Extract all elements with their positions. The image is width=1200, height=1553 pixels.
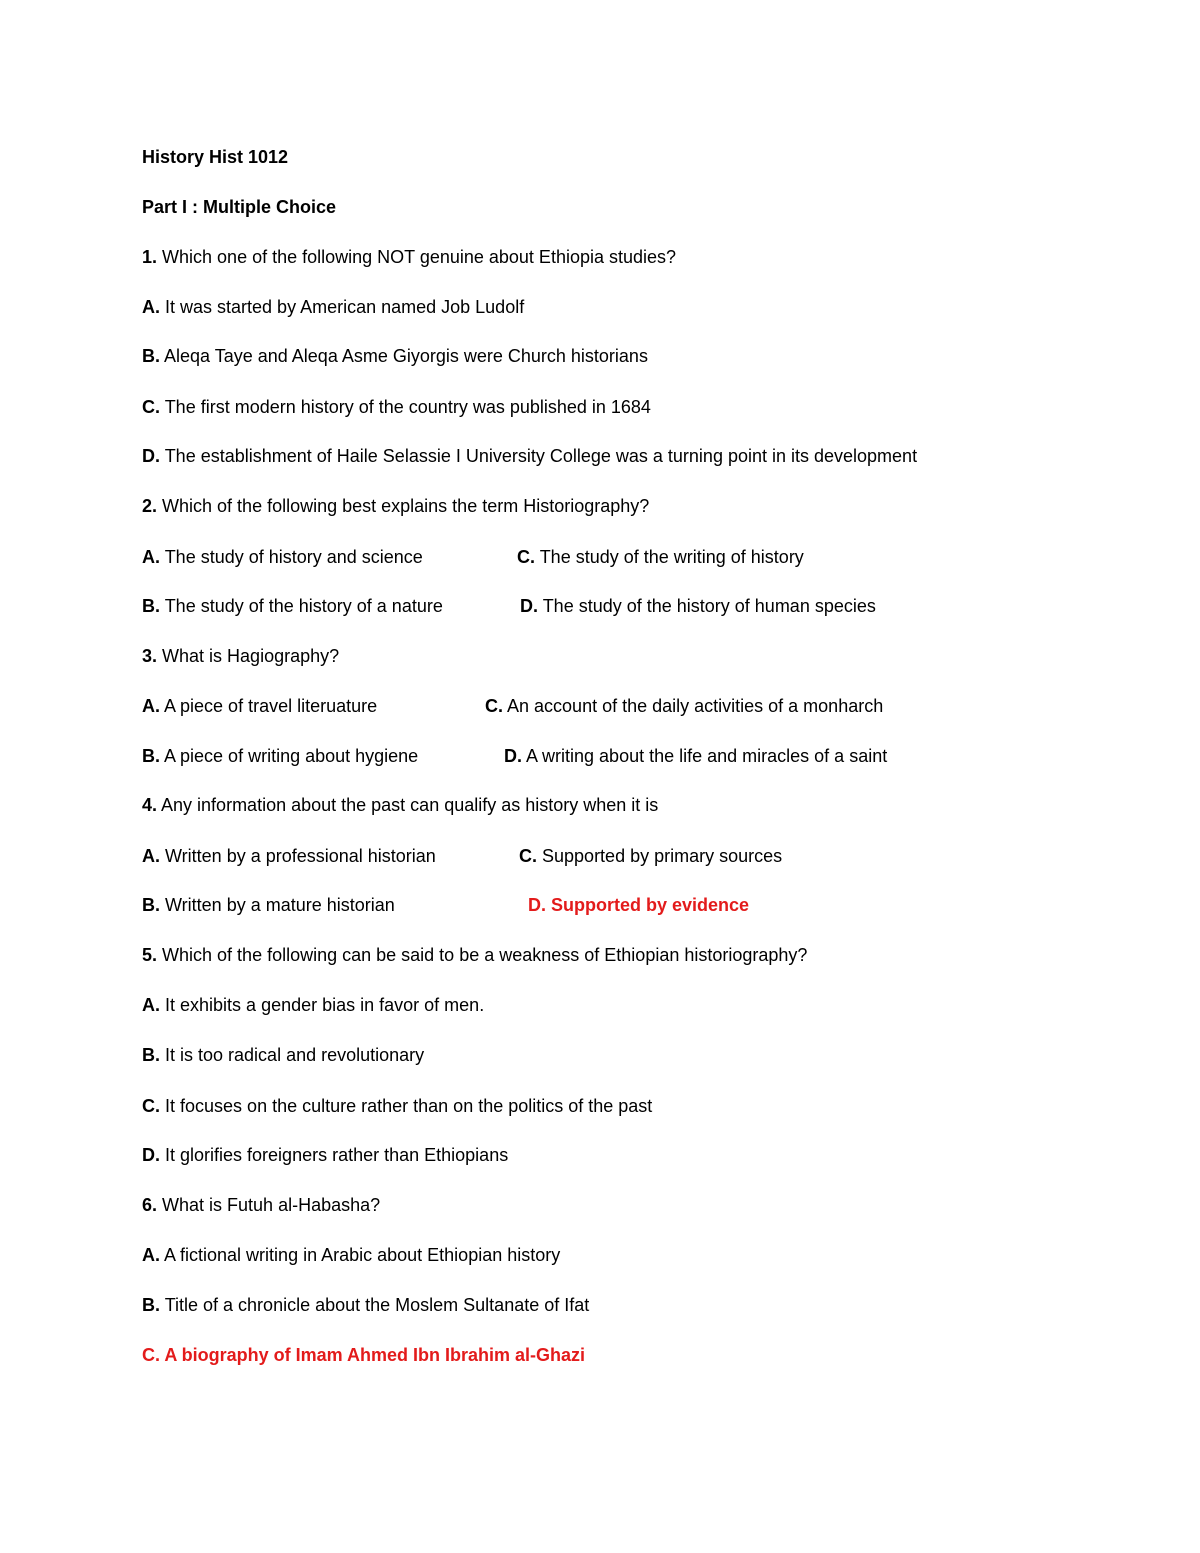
option-4b [142,893,395,917]
option-letter: C. [517,547,535,567]
option-text: A biography of Imam Ahmed Ibn Ibrahim al-Ghazi [164,1345,586,1365]
option-letter: B. [142,746,160,766]
option-text: Supported by primary sources [542,846,783,866]
option-1c [142,395,651,419]
option-letter: C. [142,397,160,417]
option-3b [142,744,418,768]
option-letter: B. [142,596,160,616]
question-4 [142,793,658,817]
option-6c-answer [142,1343,585,1367]
option-letter: A. [142,297,160,317]
option-1b [142,344,648,368]
option-2d [520,594,876,618]
question-number: 3. [142,646,158,666]
option-text: The study of the writing of history [539,547,804,567]
option-letter: C. [485,696,503,716]
question-number: 4. [142,795,158,815]
course-title: History Hist 1012 [142,147,289,167]
option-4d-answer [528,893,749,917]
question-3 [142,644,339,668]
option-letter: A. [142,696,160,716]
question-number: 2. [142,496,158,516]
option-1d [142,444,917,468]
option-4a [142,844,436,868]
option-letter: A. [142,846,160,866]
option-text: The study of the history of a nature [164,596,443,616]
option-text: Written by a professional historian [165,846,436,866]
option-5d [142,1143,508,1167]
option-text: It exhibits a gender bias in favor of men. [165,995,485,1015]
question-number: 5. [142,945,158,965]
option-letter: B. [142,1295,160,1315]
option-text: A fictional writing in Arabic about Ethiopian history [164,1245,561,1265]
option-letter: A. [142,995,160,1015]
option-letter: B. [142,1045,160,1065]
option-text: The study of the history of human species [542,596,876,616]
question-1 [142,245,676,269]
option-3a [142,694,377,718]
option-text: It focuses on the culture rather than on the politics of the past [165,1096,653,1116]
option-text: A piece of writing about hygiene [164,746,419,766]
option-6b [142,1293,589,1317]
question-6 [142,1193,380,1217]
question-text: Which of the following can be said to be a weakness of Ethiopian historiography? [162,945,808,965]
option-letter: C. [519,846,537,866]
option-text: Title of a chronicle about the Moslem Sultanate of Ifat [164,1295,590,1315]
option-5b [142,1043,424,1067]
option-2b [142,594,443,618]
option-3d [504,744,887,768]
option-4c [519,844,782,868]
question-2 [142,494,649,518]
question-number: 1. [142,247,158,267]
option-letter: C. [142,1345,160,1365]
option-3c [485,694,883,718]
option-letter: D. [142,1145,160,1165]
option-text: It glorifies foreigners rather than Ethiopians [165,1145,509,1165]
question-text: What is Hagiography? [162,646,340,666]
option-text: Aleqa Taye and Aleqa Asme Giyorgis were Church historians [164,346,648,366]
option-text: Written by a mature historian [165,895,395,915]
option-text: The establishment of Haile Selassie I University College was a turning point in its development [164,446,918,466]
question-text: Which of the following best explains the term Historiography? [162,496,650,516]
option-text: It is too radical and revolutionary [165,1045,425,1065]
option-letter: A. [142,547,160,567]
option-5c [142,1094,652,1118]
option-letter: D. [142,446,160,466]
option-letter: A. [142,1245,160,1265]
option-1a [142,295,524,319]
option-letter: D. [528,895,546,915]
question-number: 6. [142,1195,158,1215]
question-text: What is Futuh al-Habasha? [162,1195,381,1215]
option-text: The first modern history of the country was published in 1684 [164,397,651,417]
question-text: Which one of the following NOT genuine about Ethiopia studies? [162,247,677,267]
question-5 [142,943,807,967]
option-letter: D. [504,746,522,766]
option-text: A writing about the life and miracles of a saint [526,746,888,766]
option-2a [142,545,423,569]
option-letter: B. [142,895,160,915]
option-6a [142,1243,560,1267]
option-letter: C. [142,1096,160,1116]
option-text: It was started by American named Job Ludolf [165,297,525,317]
option-text: An account of the daily activities of a monharch [507,696,884,716]
option-5a [142,993,484,1017]
option-2c [517,545,804,569]
option-letter: D. [520,596,538,616]
option-text: Supported by evidence [551,895,750,915]
option-text: A piece of travel literuature [164,696,378,716]
part-heading: Part I : Multiple Choice [142,197,337,217]
option-text: The study of history and science [164,547,423,567]
option-letter: B. [142,346,160,366]
question-text: Any information about the past can qualify as history when it is [161,795,659,815]
